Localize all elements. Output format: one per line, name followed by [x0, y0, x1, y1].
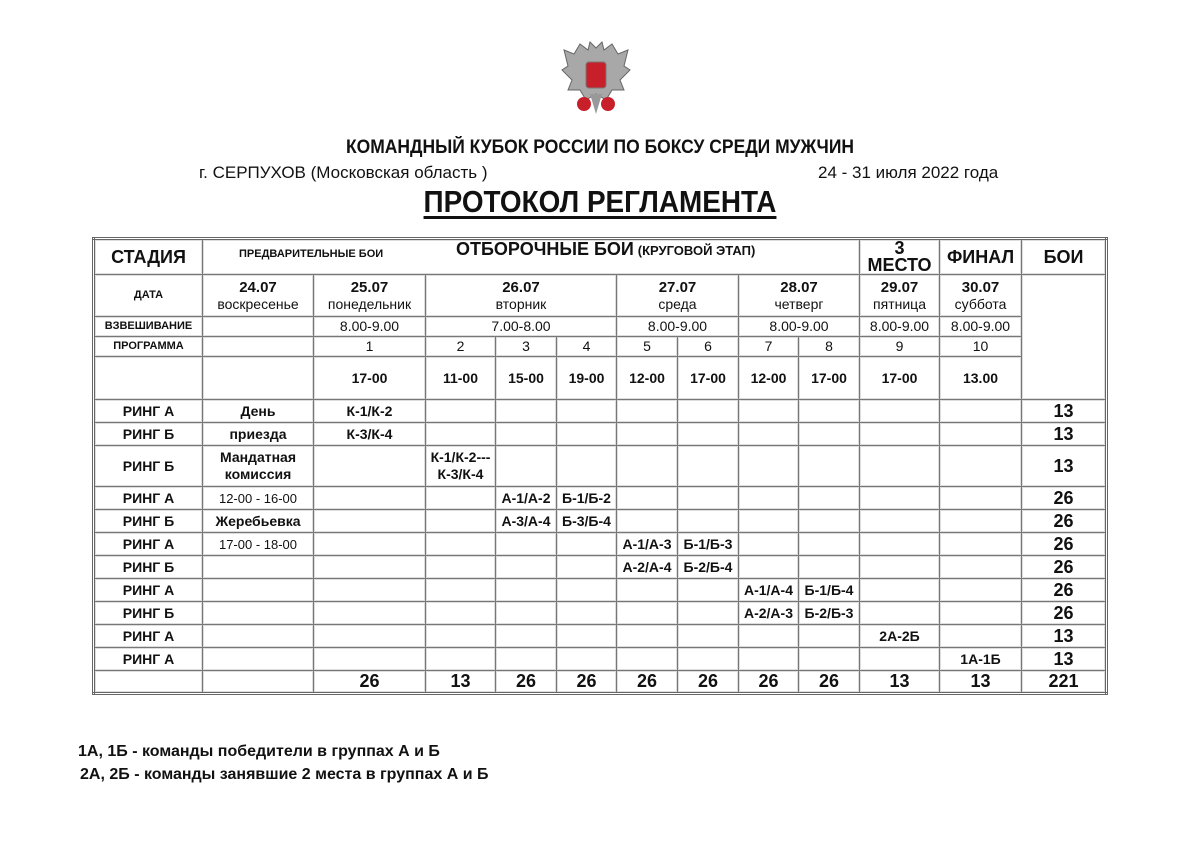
bout-pairing	[617, 579, 678, 602]
day-weekday: понедельник	[327, 295, 412, 312]
ring-label: РИНГ А	[94, 648, 203, 671]
program-number: 5	[617, 337, 678, 357]
column-total: 26	[557, 671, 617, 694]
row-bouts-total: 26	[1022, 487, 1107, 510]
bout-pairing	[314, 602, 426, 625]
day-weekday: среда	[658, 295, 697, 312]
weigh-in-cell: 8.00-9.00	[314, 317, 426, 337]
note: 2А, 2Б - команды занявшие 2 места в группах А и Б	[80, 766, 489, 783]
bout-pairing	[678, 423, 739, 446]
protocol-heading-text: ПРОТОКОЛ РЕГЛАМЕНТА	[423, 184, 777, 219]
start-time: 17-00	[678, 357, 739, 400]
bout-pairing	[860, 533, 940, 556]
protocol-heading	[60, 184, 1140, 220]
row-bouts-total: 13	[1022, 400, 1107, 423]
ring-label: РИНГ Б	[94, 556, 203, 579]
bout-pairing	[557, 625, 617, 648]
day-weekday: четверг	[774, 295, 824, 312]
bout-pairing: А-1/А-4	[739, 579, 799, 602]
weigh-in-cell: 8.00-9.00	[860, 317, 940, 337]
bout-pairing	[799, 556, 860, 579]
eagle-emblem-icon	[560, 40, 632, 116]
bout-pairing	[739, 400, 799, 423]
qual-subheader: (КРУГОВОЙ ЭТАП)	[637, 243, 756, 258]
bout-pairing	[860, 487, 940, 510]
bout-pairing	[496, 446, 557, 487]
bout-pairing	[426, 648, 496, 671]
bout-pairing	[678, 625, 739, 648]
day-date: 28.07	[780, 278, 818, 296]
row-bouts-total: 13	[1022, 446, 1107, 487]
bout-pairing: А-2/А-3	[739, 602, 799, 625]
bouts-header: БОИ	[1022, 239, 1107, 275]
bout-pairing	[496, 579, 557, 602]
bout-pairing	[426, 400, 496, 423]
ring-label: РИНГ Б	[94, 423, 203, 446]
day-cell	[739, 275, 860, 317]
bout-pairing	[426, 510, 496, 533]
bout-pairing	[617, 400, 678, 423]
start-time: 17-00	[799, 357, 860, 400]
bout-pairing	[617, 648, 678, 671]
prelim-note	[203, 602, 314, 625]
prelim-note	[203, 648, 314, 671]
bout-pairing: Б-1/Б-2	[557, 487, 617, 510]
ring-row	[94, 602, 1107, 625]
event-dates: 24 - 31 июля 2022 года	[818, 163, 999, 182]
row-bouts-total: 26	[1022, 579, 1107, 602]
bout-pairing	[496, 423, 557, 446]
day-cell	[426, 275, 617, 317]
venue: г. СЕРПУХОВ (Московская область )	[199, 163, 488, 182]
bout-pairing	[496, 400, 557, 423]
day-cell	[940, 275, 1022, 317]
column-total: 26	[739, 671, 799, 694]
prelim-note: 12-00 - 16-00	[203, 487, 314, 510]
totals-row	[94, 671, 1107, 694]
bout-pairing	[860, 602, 940, 625]
row-bouts-total: 26	[1022, 533, 1107, 556]
bout-pairing: Б-1/Б-3	[678, 533, 739, 556]
bout-pairing	[557, 400, 617, 423]
notes	[78, 740, 488, 786]
bout-pairing	[940, 423, 1022, 446]
program-number: 3	[496, 337, 557, 357]
weigh-in-cell: 7.00-8.00	[426, 317, 617, 337]
bout-pairing	[617, 510, 678, 533]
date-row	[94, 275, 1107, 317]
column-total: 26	[496, 671, 557, 694]
bout-pairing	[940, 400, 1022, 423]
program-number	[203, 337, 314, 357]
bout-pairing	[739, 510, 799, 533]
bout-pairing	[426, 579, 496, 602]
final-header: ФИНАЛ	[940, 239, 1022, 275]
bout-pairing	[314, 648, 426, 671]
row-bouts-total: 26	[1022, 510, 1107, 533]
empty-cell	[94, 671, 203, 694]
ring-label: РИНГ А	[94, 579, 203, 602]
bout-pairing	[739, 648, 799, 671]
column-total: 26	[799, 671, 860, 694]
ring-row	[94, 579, 1107, 602]
program-row	[94, 337, 1107, 357]
qual-header: ОТБОРОЧНЫЕ БОИ	[456, 239, 634, 259]
bout-pairing	[799, 400, 860, 423]
bout-pairing: А-3/А-4	[496, 510, 557, 533]
day-weekday: суббота	[954, 295, 1007, 312]
bout-pairing	[940, 579, 1022, 602]
row-bouts-total: 13	[1022, 423, 1107, 446]
bout-pairing	[496, 602, 557, 625]
bout-pairing	[314, 579, 426, 602]
day-cell	[314, 275, 426, 317]
bout-pairing	[557, 648, 617, 671]
start-time: 15-00	[496, 357, 557, 400]
day-date: 30.07	[961, 278, 1000, 296]
bout-pairing	[860, 423, 940, 446]
bout-pairing: 2А-2Б	[860, 625, 940, 648]
bout-pairing	[678, 400, 739, 423]
bout-pairing	[678, 602, 739, 625]
bout-pairing	[799, 487, 860, 510]
bout-pairing	[557, 579, 617, 602]
day-weekday: пятница	[873, 295, 926, 312]
weigh-in-label: ВЗВЕШИВАНИЕ	[94, 317, 203, 337]
day-date: 26.07	[502, 278, 540, 296]
bout-pairing	[496, 556, 557, 579]
start-time: 17-00	[314, 357, 426, 400]
bout-pairing	[799, 648, 860, 671]
prelim-note: 17-00 - 18-00	[203, 533, 314, 556]
date-label: ДАТА	[94, 275, 203, 317]
bout-pairing	[617, 602, 678, 625]
day-weekday: вторник	[495, 295, 547, 312]
start-time: 12-00	[617, 357, 678, 400]
program-number: 8	[799, 337, 860, 357]
program-number: 4	[557, 337, 617, 357]
bout-pairing	[496, 648, 557, 671]
bout-pairing	[314, 487, 426, 510]
start-time	[203, 357, 314, 400]
ring-label: РИНГ Б	[94, 510, 203, 533]
bout-pairing	[678, 510, 739, 533]
column-total: 26	[314, 671, 426, 694]
program-number: 2	[426, 337, 496, 357]
bout-pairing	[799, 423, 860, 446]
row-bouts-total: 13	[1022, 648, 1107, 671]
column-total: 13	[426, 671, 496, 694]
bout-pairing	[739, 487, 799, 510]
bout-pairing	[557, 423, 617, 446]
bout-pairing	[617, 625, 678, 648]
ring-row	[94, 400, 1107, 423]
weigh-in-cell	[203, 317, 314, 337]
program-number: 9	[860, 337, 940, 357]
bout-pairing: Б-1/Б-4	[799, 579, 860, 602]
bout-pairing	[557, 446, 617, 487]
bout-pairing	[860, 510, 940, 533]
day-date: 27.07	[658, 278, 697, 296]
program-number: 7	[739, 337, 799, 357]
day-cell	[203, 275, 314, 317]
day-date: 25.07	[350, 278, 389, 296]
bout-pairing	[940, 446, 1022, 487]
schedule-table	[92, 237, 1108, 695]
ring-label: РИНГ Б	[94, 446, 203, 487]
bouts-header-filler	[1022, 275, 1107, 400]
prelim-header: ПРЕДВАРИТЕЛЬНЫЕ БОИ	[239, 248, 384, 260]
bout-pairing	[739, 625, 799, 648]
start-time: 11-00	[426, 357, 496, 400]
ring-row	[94, 487, 1107, 510]
ring-row	[94, 556, 1107, 579]
bout-pairing	[739, 533, 799, 556]
bout-pairing	[940, 625, 1022, 648]
prelim-note: приезда	[203, 423, 314, 446]
ring-row	[94, 446, 1107, 487]
start-time: 12-00	[739, 357, 799, 400]
bout-pairing	[426, 487, 496, 510]
program-number: 6	[678, 337, 739, 357]
bout-pairing	[314, 510, 426, 533]
bout-pairing	[426, 423, 496, 446]
bout-pairing	[799, 625, 860, 648]
bout-pairing	[860, 648, 940, 671]
day-date: 29.07	[880, 278, 919, 296]
ring-label: РИНГ А	[94, 400, 203, 423]
bout-pairing	[426, 556, 496, 579]
program-number: 10	[940, 337, 1022, 357]
bout-pairing	[678, 579, 739, 602]
bout-pairing	[739, 556, 799, 579]
program-number: 1	[314, 337, 426, 357]
bout-pairing	[860, 556, 940, 579]
ring-row	[94, 533, 1107, 556]
prelim-note: Жеребьевка	[203, 510, 314, 533]
bout-pairing	[314, 533, 426, 556]
start-time: 13.00	[940, 357, 1022, 400]
weigh-in-cell: 8.00-9.00	[617, 317, 739, 337]
bout-pairing: К-3/К-4	[314, 423, 426, 446]
bout-pairing	[426, 533, 496, 556]
bout-pairing	[860, 400, 940, 423]
grand-total: 221	[1022, 671, 1107, 694]
ring-label: РИНГ А	[94, 533, 203, 556]
bout-pairing	[799, 510, 860, 533]
bout-pairing	[678, 487, 739, 510]
bout-pairing	[314, 556, 426, 579]
ring-row	[94, 625, 1107, 648]
bout-pairing: Б-3/Б-4	[557, 510, 617, 533]
bout-pairing	[426, 602, 496, 625]
column-total: 26	[617, 671, 678, 694]
bout-pairing	[940, 510, 1022, 533]
day-date: 24.07	[239, 278, 277, 296]
row-bouts-total: 13	[1022, 625, 1107, 648]
row-bouts-total: 26	[1022, 556, 1107, 579]
bout-pairing	[860, 446, 940, 487]
bout-pairing	[940, 556, 1022, 579]
bout-pairing: 1А-1Б	[940, 648, 1022, 671]
bout-pairing: А-2/А-4	[617, 556, 678, 579]
bout-pairing	[940, 487, 1022, 510]
bout-pairing: А-1/А-2	[496, 487, 557, 510]
prelim-note: Мандатная комиссия	[203, 446, 314, 487]
column-total: 13	[860, 671, 940, 694]
bout-pairing	[739, 446, 799, 487]
stage-row	[94, 239, 1107, 275]
bout-pairing	[617, 423, 678, 446]
bout-pairing	[678, 648, 739, 671]
bout-pairing	[799, 533, 860, 556]
ring-row	[94, 423, 1107, 446]
ring-row	[94, 510, 1107, 533]
bout-pairing	[426, 625, 496, 648]
bout-pairing	[314, 625, 426, 648]
bout-pairing: Б-2/Б-4	[678, 556, 739, 579]
stage-header: СТАДИЯ	[94, 239, 203, 275]
start-time-row	[94, 357, 1107, 400]
bout-pairing: А-1/А-3	[617, 533, 678, 556]
bout-pairing	[557, 556, 617, 579]
day-cell	[617, 275, 739, 317]
bout-pairing: К-1/К-2--- К-3/К-4	[426, 446, 496, 487]
bout-pairing	[799, 446, 860, 487]
prelim-note	[203, 579, 314, 602]
bout-pairing	[940, 602, 1022, 625]
prelim-note	[203, 556, 314, 579]
prelim-qual-header	[203, 239, 860, 275]
prelim-note	[203, 625, 314, 648]
ring-label: РИНГ Б	[94, 602, 203, 625]
start-time: 17-00	[860, 357, 940, 400]
day-cell	[860, 275, 940, 317]
start-time: 19-00	[557, 357, 617, 400]
bout-pairing	[617, 487, 678, 510]
prelim-note: День	[203, 400, 314, 423]
document-title: КОМАНДНЫЙ КУБОК РОССИИ ПО БОКСУ СРЕДИ МУЖЧИН	[345, 137, 855, 158]
bout-pairing	[617, 446, 678, 487]
column-total: 13	[940, 671, 1022, 694]
empty-cell	[94, 357, 203, 400]
column-total	[203, 671, 314, 694]
weigh-in-cell: 8.00-9.00	[940, 317, 1022, 337]
ring-row	[94, 648, 1107, 671]
bout-pairing	[739, 423, 799, 446]
weigh-in-cell: 8.00-9.00	[739, 317, 860, 337]
bout-pairing	[557, 533, 617, 556]
day-weekday: воскресенье	[217, 295, 299, 312]
bout-pairing: Б-2/Б-3	[799, 602, 860, 625]
weigh-in-row	[94, 317, 1107, 337]
note: 1А, 1Б - команды победители в группах А и Б	[78, 743, 440, 760]
bout-pairing	[860, 579, 940, 602]
program-label: ПРОГРАММА	[94, 337, 203, 357]
bout-pairing: К-1/К-2	[314, 400, 426, 423]
third-place-header: 3 МЕСТО	[860, 239, 940, 275]
bout-pairing	[496, 625, 557, 648]
bout-pairing	[940, 533, 1022, 556]
ring-label: РИНГ А	[94, 487, 203, 510]
bout-pairing	[678, 446, 739, 487]
bout-pairing	[496, 533, 557, 556]
bout-pairing	[557, 602, 617, 625]
ring-label: РИНГ А	[94, 625, 203, 648]
row-bouts-total: 26	[1022, 602, 1107, 625]
bout-pairing	[314, 446, 426, 487]
column-total: 26	[678, 671, 739, 694]
